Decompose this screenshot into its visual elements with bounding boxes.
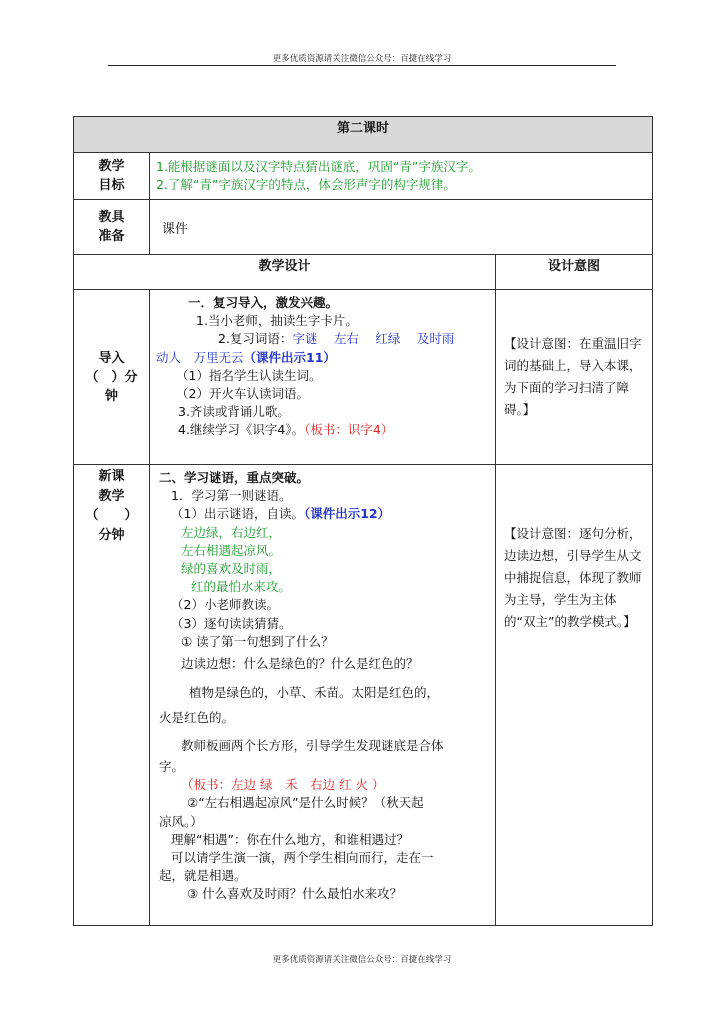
intro-line-6: 3.齐读或背诵儿歌。 [178,404,290,420]
newlesson-label-line2: 教学 [98,488,125,504]
intro-line-7-prefix: 4.继续学习《识字4》。 [178,422,305,438]
intro-intent: 【设计意图：在重温旧字词的基础上，导入本课，为下面的学习扫清了障碍。】 [496,290,653,465]
intro-line-7 [156,421,489,439]
intro-label-line3: 钟 [104,388,118,404]
riddle-line-4: 红的最怕水来攻。 [191,579,292,595]
riddle-line-3: 绿的喜欢及时雨， [181,561,282,577]
tools-row [74,200,653,255]
newlesson-board-note: （板书：左边 绿 禾 右边 红 火 ） [181,777,385,793]
newlesson-line-17: ③ 什么喜欢及时雨？什么最怕水来攻？ [187,886,403,902]
lesson-plan-table [73,116,653,926]
intro-courseware-tag: （课件出示11） [243,349,336,365]
header-divider [108,65,616,66]
tools-label-line1: 教具 [98,210,125,225]
goals-label-line2: 目标 [98,178,125,193]
goal-item-1: 1.能根据谜面以及汉字特点猜出谜底，巩固“青”字族汉字。 [156,159,481,174]
design-column-header: 教学设计 [74,255,496,290]
newlesson-intent: 【设计意图：逐句分析，边读边想，引导学生从文中捕捉信息，体现了教师为主导，学生为主体的“双主”的教学模式。】 [496,465,653,926]
newlesson-content [150,465,496,926]
intro-heading: 一．复习导入，激发兴趣。 [188,295,339,310]
newlesson-line-12: ②“左右相遇起凉风”是什么时候？（秋天起 [187,795,424,811]
newlesson-label-line1: 新课 [98,469,125,484]
goals-label-line1: 教学 [98,159,125,174]
newlesson-line-15: 可以请学生演一演，两个学生相向而行，走在一 [171,850,434,866]
intro-label [74,290,150,465]
newlesson-line-8: 火是红色的。 [159,710,235,726]
intro-content [150,290,496,465]
intro-line-3 [156,349,489,367]
newlesson-line-2-prefix: （1）出示谜语，自读。 [171,506,304,522]
intro-line-2 [156,330,489,348]
footer-note: 更多优质资源请关注微信公众号：百捷在线学习 [272,955,452,965]
section-header-row [74,255,653,290]
intro-line-5: （2）开火车认读词语。 [176,386,309,402]
goals-label [74,153,150,200]
newlesson-line-9: 教师板画两个长方形，引导学生发现谜底是合体 [181,738,444,754]
goal-item-2: 2.了解“青”字族汉字的特点，体会形声字的构字规律。 [156,177,456,192]
newlesson-line-5: ① 读了第一句想到了什么？ [181,633,334,649]
tools-label-line2: 准备 [98,229,125,244]
intro-review-words-2: 动人 万里无云 [156,349,244,365]
newlesson-line-3: （2）小老师教读。 [171,597,279,613]
newlesson-heading: 二、学习谜语，重点突破。 [159,470,310,485]
newlesson-line-2 [159,505,489,523]
newlesson-line-16: 起，就是相遇。 [159,868,247,884]
newlesson-courseware-tag: （课件出示12） [303,506,391,522]
newlesson-line-10: 字。 [159,759,185,775]
intro-board-note: （板书：识字4） [304,422,394,438]
goals-row [74,153,653,200]
newlesson-line-13: 凉风。） [159,813,203,829]
intro-line-1: 1.当小老师，抽读生字卡片。 [196,313,358,329]
newlesson-label-line3: （ ） [85,508,138,523]
intro-line-2-prefix: 2.复习词语： [218,331,293,347]
intro-review-words: 字谜 左右 红绿 及时雨 [292,331,455,347]
newlesson-label [74,465,150,926]
intro-row [74,290,653,465]
title-row [74,117,653,153]
newlesson-line-6: 边读边想：什么是绿色的？什么是红色的？ [181,656,419,672]
intro-line-4: （1）指名学生认读生词。 [176,367,322,383]
newlesson-row [74,465,653,926]
riddle-line-1: 左边绿，右边红， [181,524,282,540]
lesson-title: 第二课时 [74,117,653,153]
intro-label-line2: （ ）分 [85,369,138,385]
newlesson-line-1: 1．学习第一则谜语。 [171,488,292,504]
intent-column-header: 设计意图 [496,255,653,290]
tools-value: 课件 [150,200,653,255]
riddle-line-2: 左右相遇起凉风。 [181,542,282,558]
newlesson-line-7: 植物是绿色的，小草、禾苗。太阳是红色的， [189,685,440,701]
newlesson-label-line4: 分钟 [98,527,125,543]
newlesson-line-14: 理解“相遇”：你在什么地方，和谁相遇过？ [171,831,409,847]
intro-label-line1: 导入 [98,350,125,366]
tools-label [74,200,150,255]
newlesson-line-4: （3）逐句读读猜猜。 [171,615,292,631]
goals-content [150,153,653,200]
header-note: 更多优质资源请关注微信公众号：百捷在线学习 [272,54,452,64]
